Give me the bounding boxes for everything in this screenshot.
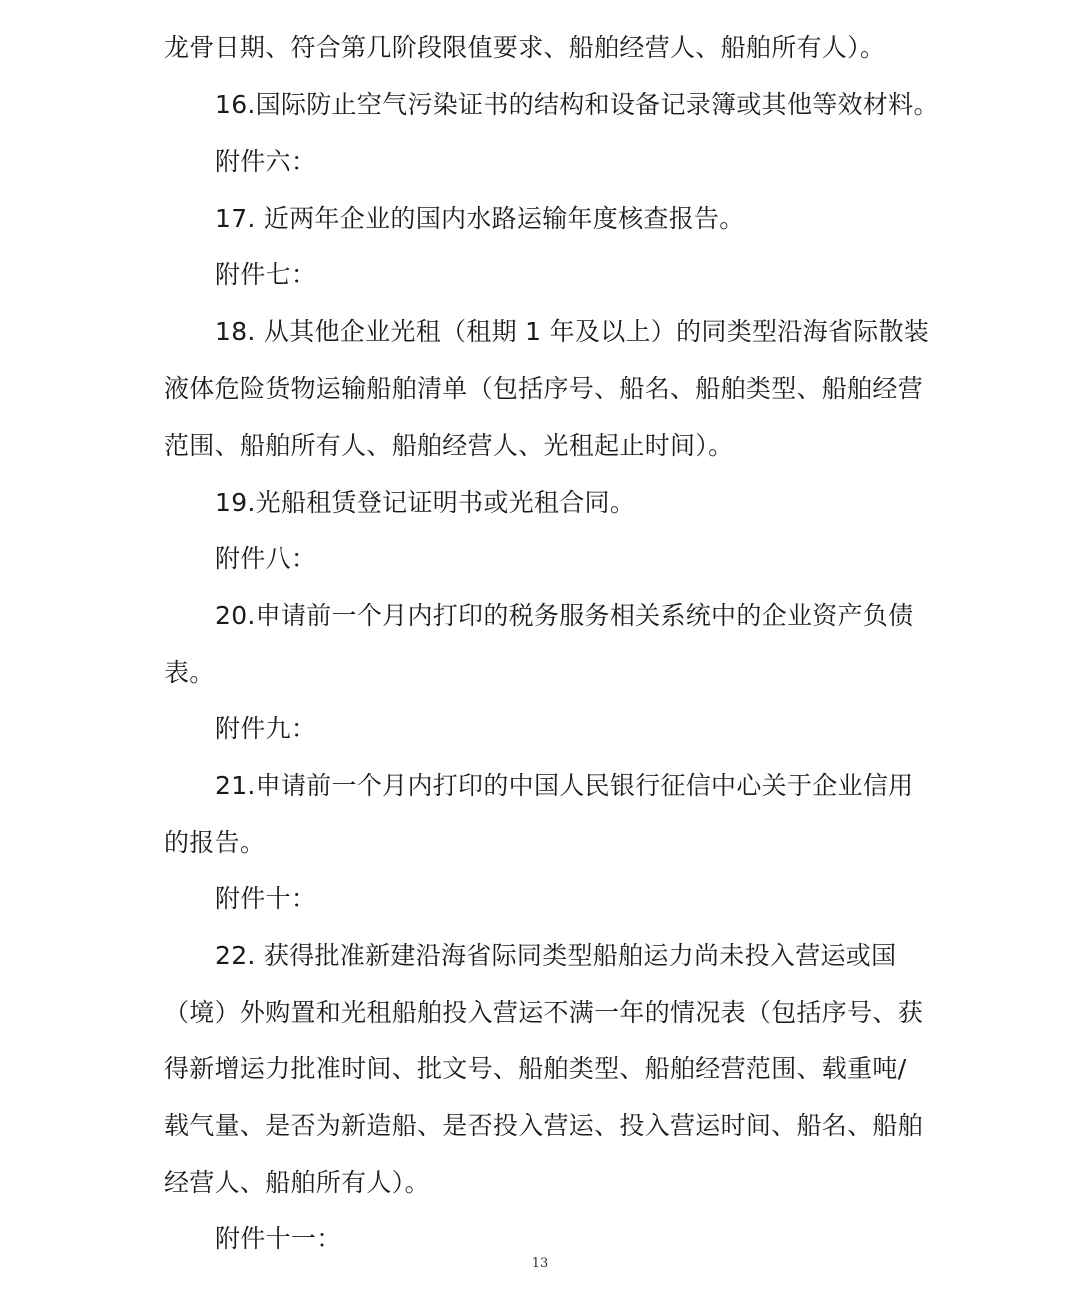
- attachment-heading: 附件六：: [215, 147, 317, 176]
- page-number: 13: [531, 1256, 549, 1271]
- text-line: 液体危险货物运输船舶清单（包括序号、船名、船舶类型、船舶经营: [164, 374, 924, 403]
- item-17: 17. 近两年企业的国内水路运输年度核查报告。: [215, 204, 745, 233]
- text-line: 范围、船舶所有人、船舶经营人、光租起止时间）。: [164, 431, 734, 460]
- attachment-heading: 附件八：: [215, 544, 317, 573]
- text-line: （境）外购置和光租船舶投入营运不满一年的情况表（包括序号、获: [164, 998, 924, 1027]
- text-line: 得新增运力批准时间、批文号、船舶类型、船舶经营范围、载重吨/: [164, 1054, 907, 1083]
- item-18: 18. 从其他企业光租（租期 1 年及以上）的同类型沿海省际散装: [215, 317, 930, 346]
- text-line: 经营人、船舶所有人）。: [164, 1168, 430, 1197]
- item-22: 22. 获得批准新建沿海省际同类型船舶运力尚未投入营运或国: [215, 941, 897, 970]
- attachment-heading: 附件七：: [215, 260, 317, 289]
- item-21: 21.申请前一个月内打印的中国人民银行征信中心关于企业信用: [215, 771, 914, 800]
- text-line: 载气量、是否为新造船、是否投入营运、投入营运时间、船名、船舶: [164, 1111, 924, 1140]
- attachment-heading: 附件十一：: [215, 1224, 342, 1253]
- text-line: 龙骨日期、符合第几阶段限值要求、船舶经营人、船舶所有人）。: [164, 33, 886, 62]
- item-20: 20.申请前一个月内打印的税务服务相关系统中的企业资产负债: [215, 601, 914, 630]
- text-line: 表。: [164, 658, 215, 687]
- text-line: 的报告。: [164, 828, 266, 857]
- attachment-heading: 附件九：: [215, 714, 317, 743]
- attachment-heading: 附件十：: [215, 884, 317, 913]
- item-19: 19.光船租赁登记证明书或光租合同。: [215, 488, 636, 517]
- item-16: 16.国际防止空气污染证书的结构和设备记录簿或其他等效材料。: [215, 90, 939, 119]
